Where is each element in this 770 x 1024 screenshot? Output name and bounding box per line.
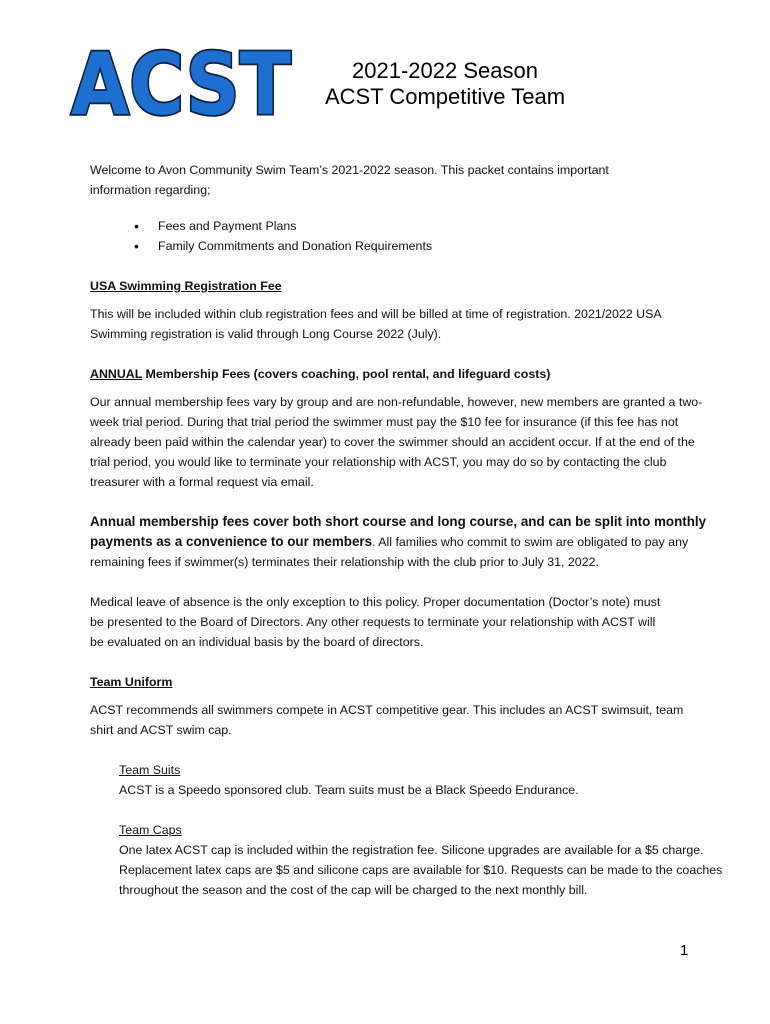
document-title	[300, 58, 590, 110]
page-number: 1	[680, 942, 689, 959]
paragraph-line: One latex ACST cap is included within the registration fee. Silicone upgrades are available for a $5 charge.	[119, 843, 704, 857]
paragraph-line: week trial period. During that trial period the swimmer must pay the $10 fee for insurance (if this fee has not	[90, 415, 679, 429]
split-payment-paragraph	[90, 512, 730, 572]
team-caps-heading: Team Caps	[119, 823, 182, 837]
paragraph-line: ACST is a Speedo sponsored club. Team suits must be a Black Speedo Endurance.	[119, 783, 579, 797]
list-item: • Fees and Payment Plans	[130, 216, 730, 236]
topic-list	[90, 216, 730, 256]
split-bold-line: payments as a convenience to our members	[90, 534, 373, 549]
split-rest: . All families who commit to swim are obligated to pay any	[372, 535, 689, 549]
paragraph-line: be presented to the Board of Directors. Any other requests to terminate your relationship with ACST will	[90, 615, 656, 629]
paragraph-line: Our annual membership fees vary by group and are non-refundable, however, new members are granted a two-	[90, 395, 703, 409]
annual-fees-heading	[90, 364, 730, 384]
usa-registration-paragraph	[90, 304, 730, 344]
paragraph-line: already been paid within the calendar year) to cover the swimmer should an accident occur. If at the end of the	[90, 435, 695, 449]
medical-leave-paragraph	[90, 592, 730, 652]
acst-logo-text: ACST	[71, 35, 292, 135]
team-uniform-heading: Team Uniform	[90, 675, 173, 689]
list-item: • Family Commitments and Donation Requirements	[130, 236, 730, 256]
title-season: 2021-2022 Season	[352, 58, 538, 83]
intro-paragraph	[90, 160, 650, 200]
team-suits-section	[90, 760, 730, 800]
team-suits-heading: Team Suits	[119, 763, 181, 777]
team-uniform-paragraph	[90, 700, 730, 740]
annual-fees-paragraph	[90, 392, 730, 492]
paragraph-line: remaining fees if swimmer(s) terminates their relationship with the club prior to July 31, 2022.	[90, 555, 599, 569]
intro-line: information regarding;	[90, 183, 211, 197]
paragraph-line: be evaluated on an individual basis by the board of directors.	[90, 635, 424, 649]
paragraph-line: treasurer with a formal request via email.	[90, 475, 314, 489]
annual-heading-underlined: ANNUAL	[90, 367, 143, 381]
title-team: ACST Competitive Team	[324, 84, 566, 109]
acst-logo	[68, 35, 294, 135]
split-bold-line: Annual membership fees cover both short course and long course, and can be split into monthly	[90, 514, 707, 529]
usa-registration-heading: USA Swimming Registration Fee	[90, 279, 282, 293]
paragraph-line: Swimming registration is valid through Long Course 2022 (July).	[90, 327, 442, 341]
paragraph-line: ACST recommends all swimmers compete in ACST competitive gear. This includes an ACST swimsuit, team	[90, 703, 684, 717]
paragraph-line: trial period, you would like to terminate your relationship with ACST, you may do so by contacting the club	[90, 455, 667, 469]
intro-line: Welcome to Avon Community Swim Team’s 2021-2022 season. This packet contains important	[90, 163, 609, 177]
paragraph-line: Medical leave of absence is the only exception to this policy. Proper documentation (Doctor’s note) must	[90, 595, 661, 609]
paragraph-line: shirt and ACST swim cap.	[90, 723, 232, 737]
annual-heading-rest: Membership Fees (covers coaching, pool rental, and lifeguard costs)	[142, 367, 551, 381]
paragraph-line: throughout the season and the cost of the cap will be charged to the next monthly bill.	[119, 883, 588, 897]
paragraph-line: Replacement latex caps are $5 and silicone caps are available for $10. Requests can be made to the coaches	[119, 863, 723, 877]
document-body	[90, 160, 730, 900]
team-caps-section	[90, 820, 730, 900]
paragraph-line: This will be included within club registration fees and will be billed at time of registration. 2021/2022 USA	[90, 307, 662, 321]
